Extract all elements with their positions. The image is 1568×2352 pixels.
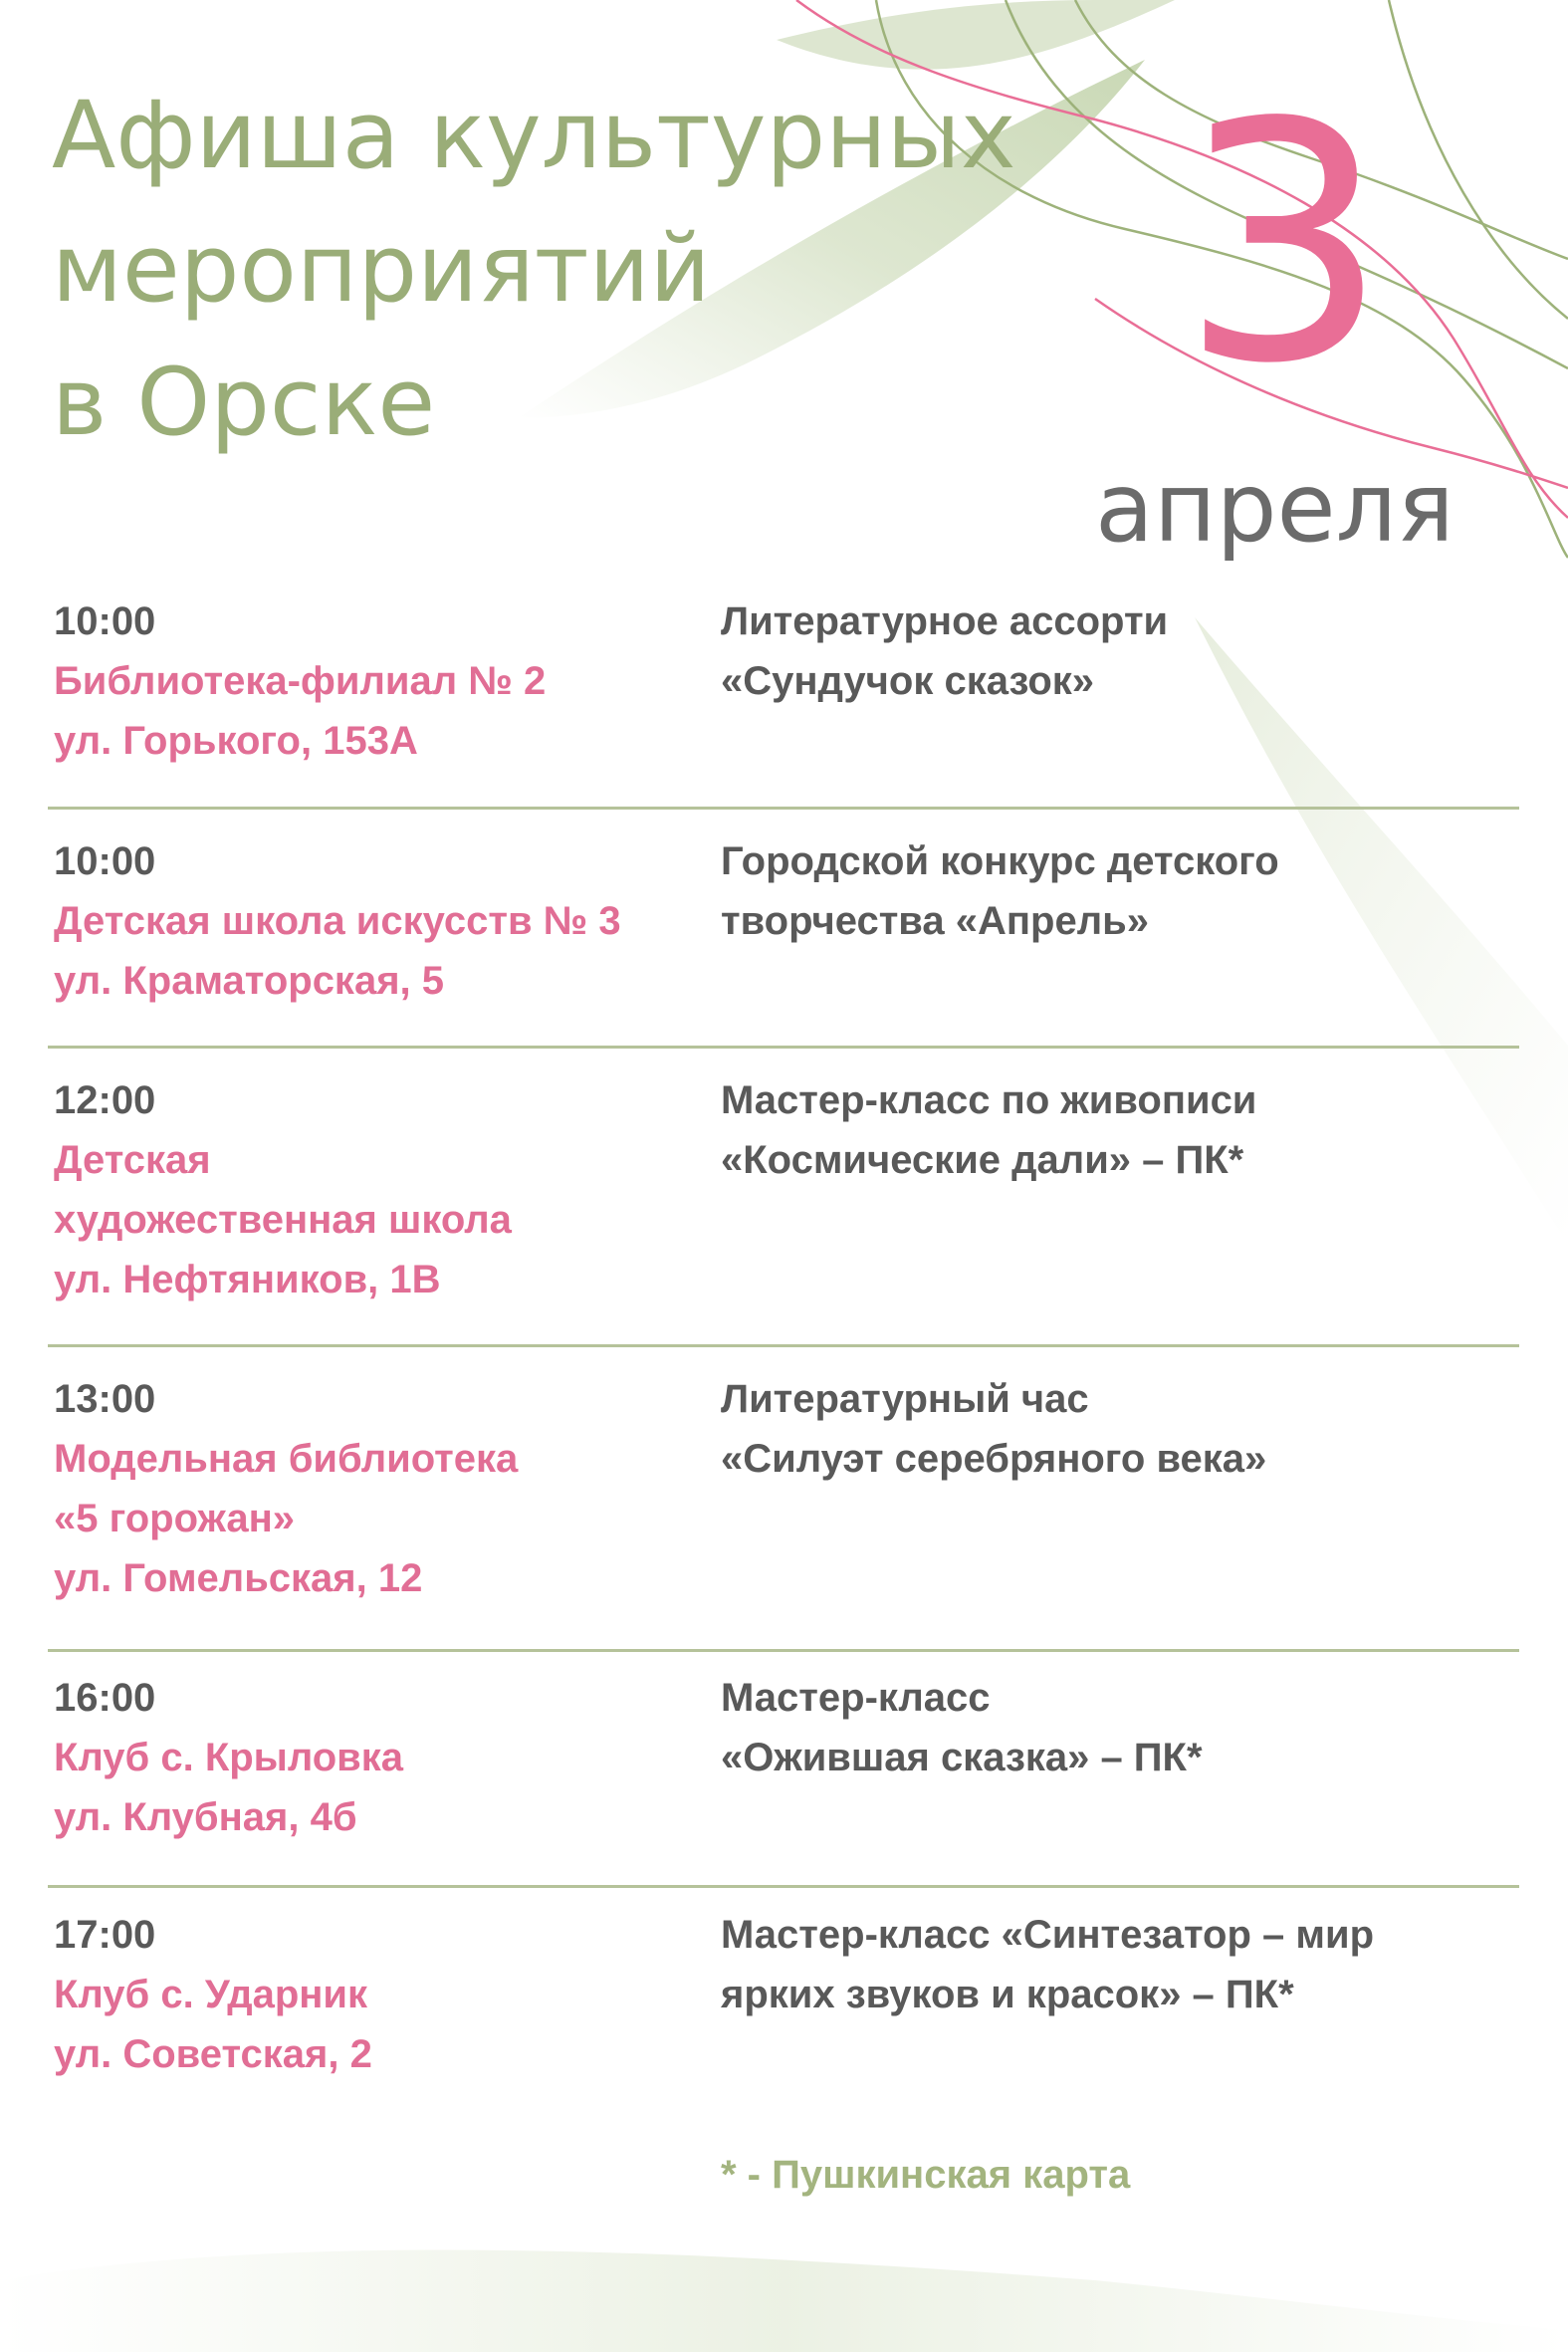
event-time: 10:00 bbox=[54, 839, 156, 883]
event-description-line: Литературный час bbox=[721, 1377, 1089, 1421]
event-description-line: Городской конкурс детского bbox=[721, 839, 1279, 883]
event-description bbox=[721, 591, 1507, 711]
event-venue: Детская школа искусств № 3 bbox=[54, 899, 621, 943]
event-description-line: «Ожившая сказка» – ПК* bbox=[721, 1736, 1203, 1779]
event-address: ул. Краматорская, 5 bbox=[54, 959, 445, 1003]
footnote: * - Пушкинская карта bbox=[721, 2153, 1131, 2197]
event-description bbox=[721, 1668, 1507, 1787]
event-location bbox=[54, 591, 711, 771]
event-venue: Клуб с. Ударник bbox=[54, 1973, 368, 2016]
event-location bbox=[54, 1668, 711, 1847]
event-address: ул. Горького, 153А bbox=[54, 719, 418, 763]
event-time: 12:00 bbox=[54, 1078, 156, 1122]
divider bbox=[48, 1344, 1519, 1347]
event-address: ул. Нефтяников, 1В bbox=[54, 1258, 441, 1301]
event-description-line: ярких звуков и красок» – ПК* bbox=[721, 1973, 1294, 2016]
curve-line bbox=[1389, 0, 1568, 319]
leaf-shape bbox=[777, 0, 1175, 70]
event-time: 16:00 bbox=[54, 1676, 156, 1720]
event-venue: Библиотека-филиал № 2 bbox=[54, 659, 547, 703]
event-venue: художественная школа bbox=[54, 1198, 512, 1242]
page-title bbox=[52, 70, 1016, 470]
title-line: мероприятий bbox=[52, 215, 711, 324]
event-location bbox=[54, 1369, 711, 1608]
event-venue: Клуб с. Крыловка bbox=[54, 1736, 404, 1779]
divider bbox=[48, 807, 1519, 810]
event-description-line: Мастер-класс «Синтезатор – мир bbox=[721, 1913, 1374, 1957]
event-venue: Детская bbox=[54, 1138, 211, 1182]
event-venue: «5 горожан» bbox=[54, 1497, 296, 1540]
event-address: ул. Клубная, 4б bbox=[54, 1795, 357, 1839]
event-description bbox=[721, 831, 1507, 951]
event-description-line: «Сундучок сказок» bbox=[721, 659, 1095, 703]
event-address: ул. Гомельская, 12 bbox=[54, 1556, 423, 1600]
event-location bbox=[54, 831, 711, 1011]
event-description-line: Литературное ассорти bbox=[721, 599, 1169, 643]
event-description bbox=[721, 1070, 1507, 1190]
event-location bbox=[54, 1070, 711, 1309]
event-description-line: Мастер-класс по живописи bbox=[721, 1078, 1257, 1122]
event-description-line: «Силуэт серебряного века» bbox=[721, 1437, 1267, 1481]
date-month: апреля bbox=[1095, 452, 1455, 564]
event-description bbox=[721, 1369, 1507, 1489]
event-time: 13:00 bbox=[54, 1377, 156, 1421]
event-description-line: «Космические дали» – ПК* bbox=[721, 1138, 1244, 1182]
event-description-line: Мастер-класс bbox=[721, 1676, 991, 1720]
event-venue: Модельная библиотека bbox=[54, 1437, 519, 1481]
event-time: 10:00 bbox=[54, 599, 156, 643]
event-description-line: творчества «Апрель» bbox=[721, 899, 1149, 943]
date-day: 3 bbox=[1180, 53, 1389, 435]
title-line: в Орске bbox=[52, 349, 436, 457]
event-address: ул. Советская, 2 bbox=[54, 2032, 372, 2076]
event-time: 17:00 bbox=[54, 1913, 156, 1957]
divider bbox=[48, 1046, 1519, 1049]
divider bbox=[48, 1885, 1519, 1888]
divider bbox=[48, 1649, 1519, 1652]
title-line: Афиша культурных bbox=[52, 82, 1016, 190]
event-location bbox=[54, 1905, 711, 2084]
leaf-shape bbox=[0, 2250, 1568, 2352]
event-description bbox=[721, 1905, 1507, 2024]
